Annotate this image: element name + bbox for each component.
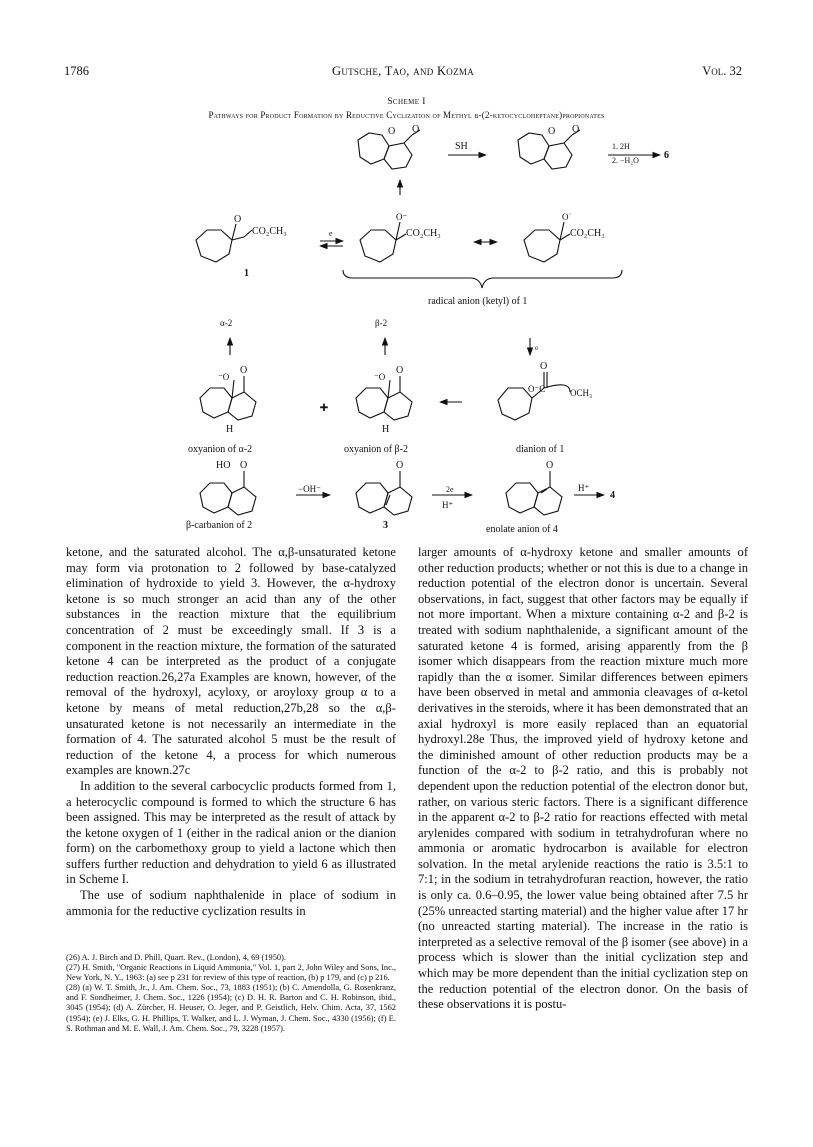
co2ch3-label: CO₂CH₃ — [252, 226, 287, 237]
reaction-scheme — [0, 118, 813, 538]
two-electron-label: 2e — [446, 485, 454, 494]
proton-label: H⁺ — [442, 500, 454, 510]
svg-text:⁻O: ⁻O — [218, 372, 230, 382]
svg-text:O⁻C: O⁻C — [528, 384, 546, 394]
svg-text:O: O — [412, 124, 420, 135]
scheme-title: Scheme I — [387, 97, 426, 107]
product-4-label: 4 — [610, 490, 615, 501]
compound-3-label: 3 — [383, 520, 388, 531]
beta-2-label: β-2 — [375, 318, 388, 328]
svg-text:O: O — [388, 126, 396, 137]
electron-label: e — [329, 229, 333, 238]
h-label: H — [226, 424, 234, 435]
page-header — [64, 64, 742, 80]
radical-anion-label: radical anion (ketyl) of 1 — [428, 296, 528, 307]
enone-3-structure — [356, 471, 412, 515]
svg-text:O: O — [240, 460, 248, 471]
volume-label: Vol. 32 — [702, 64, 742, 78]
page-number: 1786 — [64, 64, 89, 78]
h-label: H — [382, 424, 390, 435]
ketyl-structure — [360, 222, 406, 262]
svg-text:O: O — [540, 361, 548, 372]
svg-text:O: O — [572, 124, 580, 135]
oxyanion-beta-2-label: oxyanion of β-2 — [344, 444, 408, 455]
oxyanion-alpha-2-structure — [200, 376, 256, 420]
text-column-left — [66, 545, 396, 919]
co2ch3-label: CO₂CH₃ — [406, 228, 441, 239]
och3-label: OCH₃ — [570, 388, 593, 398]
oxyanion-alpha-2-label: oxyanion of α-2 — [188, 444, 253, 455]
paragraph: The use of sodium naphthalenide in place of sodium in ammonia for the reductive cyclization results in — [66, 888, 396, 918]
svg-text:O: O — [546, 460, 554, 471]
paragraph: In addition to the several carbocyclic products formed from 1, a heterocyclic compound is formed to which the structure 6 has been assigned. This may be interpreted as the result of attack by the ketone oxygen of 1 (either in the radical anion or the dianion form) on the carbomethoxy group to yield a lactone which then suffers further reduction and dehydration to yield 6 as illustrated in Scheme I. — [66, 778, 396, 887]
footnotes — [66, 953, 396, 1034]
svg-text:O⁻: O⁻ — [396, 212, 408, 222]
co2ch3-label: CO₂CH₃ — [570, 228, 605, 239]
minus-oh-label: −OH⁻ — [298, 484, 321, 494]
svg-text:O: O — [548, 126, 556, 137]
oxyanion-beta-2-structure — [356, 376, 412, 420]
svg-text:O: O — [234, 214, 242, 225]
beta-carbanion-structure — [200, 471, 256, 515]
scheme-caption: Pathways for Product Formation by Reductive Cyclization of Methyl β-(2-ketocycloheptane)propionates — [208, 110, 605, 120]
dianion-structure — [498, 372, 570, 420]
product-6-label: 6 — [664, 150, 669, 161]
proton-label: H⁺ — [578, 483, 590, 493]
compound-1-structure — [196, 224, 252, 262]
text-column-right — [418, 545, 748, 1013]
compound-1-label: 1 — [244, 268, 249, 279]
brace — [343, 270, 622, 288]
enolate-label: enolate anion of 4 — [486, 524, 558, 535]
paragraph: ketone, and the saturated alcohol. The α,β-unsaturated ketone may form via protonation to 2 followed by base-catalyzed elimination of hydroxide to yield 3. However, the α-hydroxy ketone is so much stronger an acid than any of the other substances in the reaction mixture that the equilibrium concentration of 2 must be exceedingly small. If 3 is a component in the reaction mixture, the formation of the saturated ketone 4 can be interpreted as the product of a conjugate reduction reaction.26,27a Examples are known, however, of the removal of the hydroxyl, acyloxy, or aroyloxy group α to a ketone by means of metal reduction,27b,28 so the α,β-unsaturated ketone is not necessarily an intermediate in the formation of 4. The saturated alcohol 5 must be the result of reduction of the ketone 4, a process for which numerous examples are known.27c — [66, 545, 396, 778]
paragraph: larger amounts of α-hydroxy ketone and smaller amounts of other reduction products; whether or not this is due to a change in reduction potential of the electron donor is uncertain. Several observations, in fact, suggest that other factors may be equally if not more important. When a mixture containing α-2 and β-2 is treated with sodium naphthalenide, a significant amount of the saturated ketone 4 is formed, arising apparently from the β isomer which disappears from the reaction mixture much more rapidly than the α isomer. Similar differences between epimers have been observed in metal and ammonia cleavages of α-ketol derivatives in the steroids, where it has been demonstrated that an axial hydroxyl is more easily replaced than an equatorial hydroxyl.28e Thus, the improved yield of hydroxy ketone and the diminished amount of other reduction products may be a function of the α-2 to β-2 ratio, and this is probably not dependent upon the reduction potential of the electron donor but, rather, on various steric factors. There is a significant difference in the apparent α-2 to β-2 ratio for reactions effected with metal arylenides compared with sodium in tetrahydrofuran where no ammonia or aromatic hydrocarbon is available for electron solvation. In the metal arylenide reactions the ratio is 3.5:1 to 7:1; in the sodium in tetrahydrofuran reaction, however, the ratio is only ca. 0.6–0.95, the lower value being obtained after 7.5 hr (25% unreacted starting material) and the higher value after 17 hr (no unreacted starting material). The increase in the ratio is interpreted as a selective removal of the β isomer (see above) in a process which is slower than the initial cyclization step and which may be more dependent than the initial cyclization step on the reduction potential of the electron donor. On the basis of these observations it is postu- — [418, 545, 748, 1012]
svg-text:O: O — [396, 460, 404, 471]
ho-label: HO — [216, 460, 231, 471]
electron-down-label: e — [535, 344, 539, 352]
sh-label: SH — [455, 141, 468, 152]
svg-text:O: O — [396, 365, 404, 376]
dianion-label: dianion of 1 — [516, 444, 565, 455]
footnote: (26) A. J. Birch and D. Phill, Quart. Rev., (London), 4, 69 (1950). — [66, 953, 286, 962]
svg-text:O˙: O˙ — [562, 212, 572, 222]
ketyl-resonance-structure — [524, 222, 570, 262]
carbanion-label: β-carbanion of 2 — [186, 520, 253, 531]
svg-text:O: O — [240, 365, 248, 376]
alpha-2-label: α-2 — [220, 318, 233, 328]
step-1-label: 1. 2H — [612, 142, 630, 151]
enolate-structure — [506, 471, 562, 515]
step-2-label: 2. −H₂O — [612, 156, 639, 165]
running-authors: Gutsche, Tao, and Kozma — [332, 64, 474, 78]
svg-text:+: + — [320, 401, 328, 416]
footnote: (28) (a) W. T. Smith, Jr., J. Am. Chem. Soc., 73, 1883 (1951); (b) C. Amendolla, G. Rosenkranz, and F. Sondheimer, J. Chem. Soc., 1226 (1954); (c) D. H. R. Barton and C. H. Robinson, ibid., 3045 (1954); (d) A. Zürcher, H. Heuser, O. Jeger, and P. Geistlich, Helv. Chim. Acta, 37, 1562 (1954); (e) J. Elks, G. H. Phillips, T. Walker, and L. J. Wyman, J. Chem. Soc., 4330 (1956); (f) E. S. Rothman and M. E. Wall, J. Am. Chem. Soc., 79, 3228 (1957). — [66, 983, 396, 1033]
svg-text:⁻O: ⁻O — [374, 372, 386, 382]
footnote: (27) H. Smith, "Organic Reactions in Liquid Ammonia," Vol. 1, part 2, John Wiley and Sons, Inc., New York, N. Y., 1963: (a) see p 231 for review of this type of reaction, (b) p 179, and (c) p 216. — [66, 963, 396, 983]
